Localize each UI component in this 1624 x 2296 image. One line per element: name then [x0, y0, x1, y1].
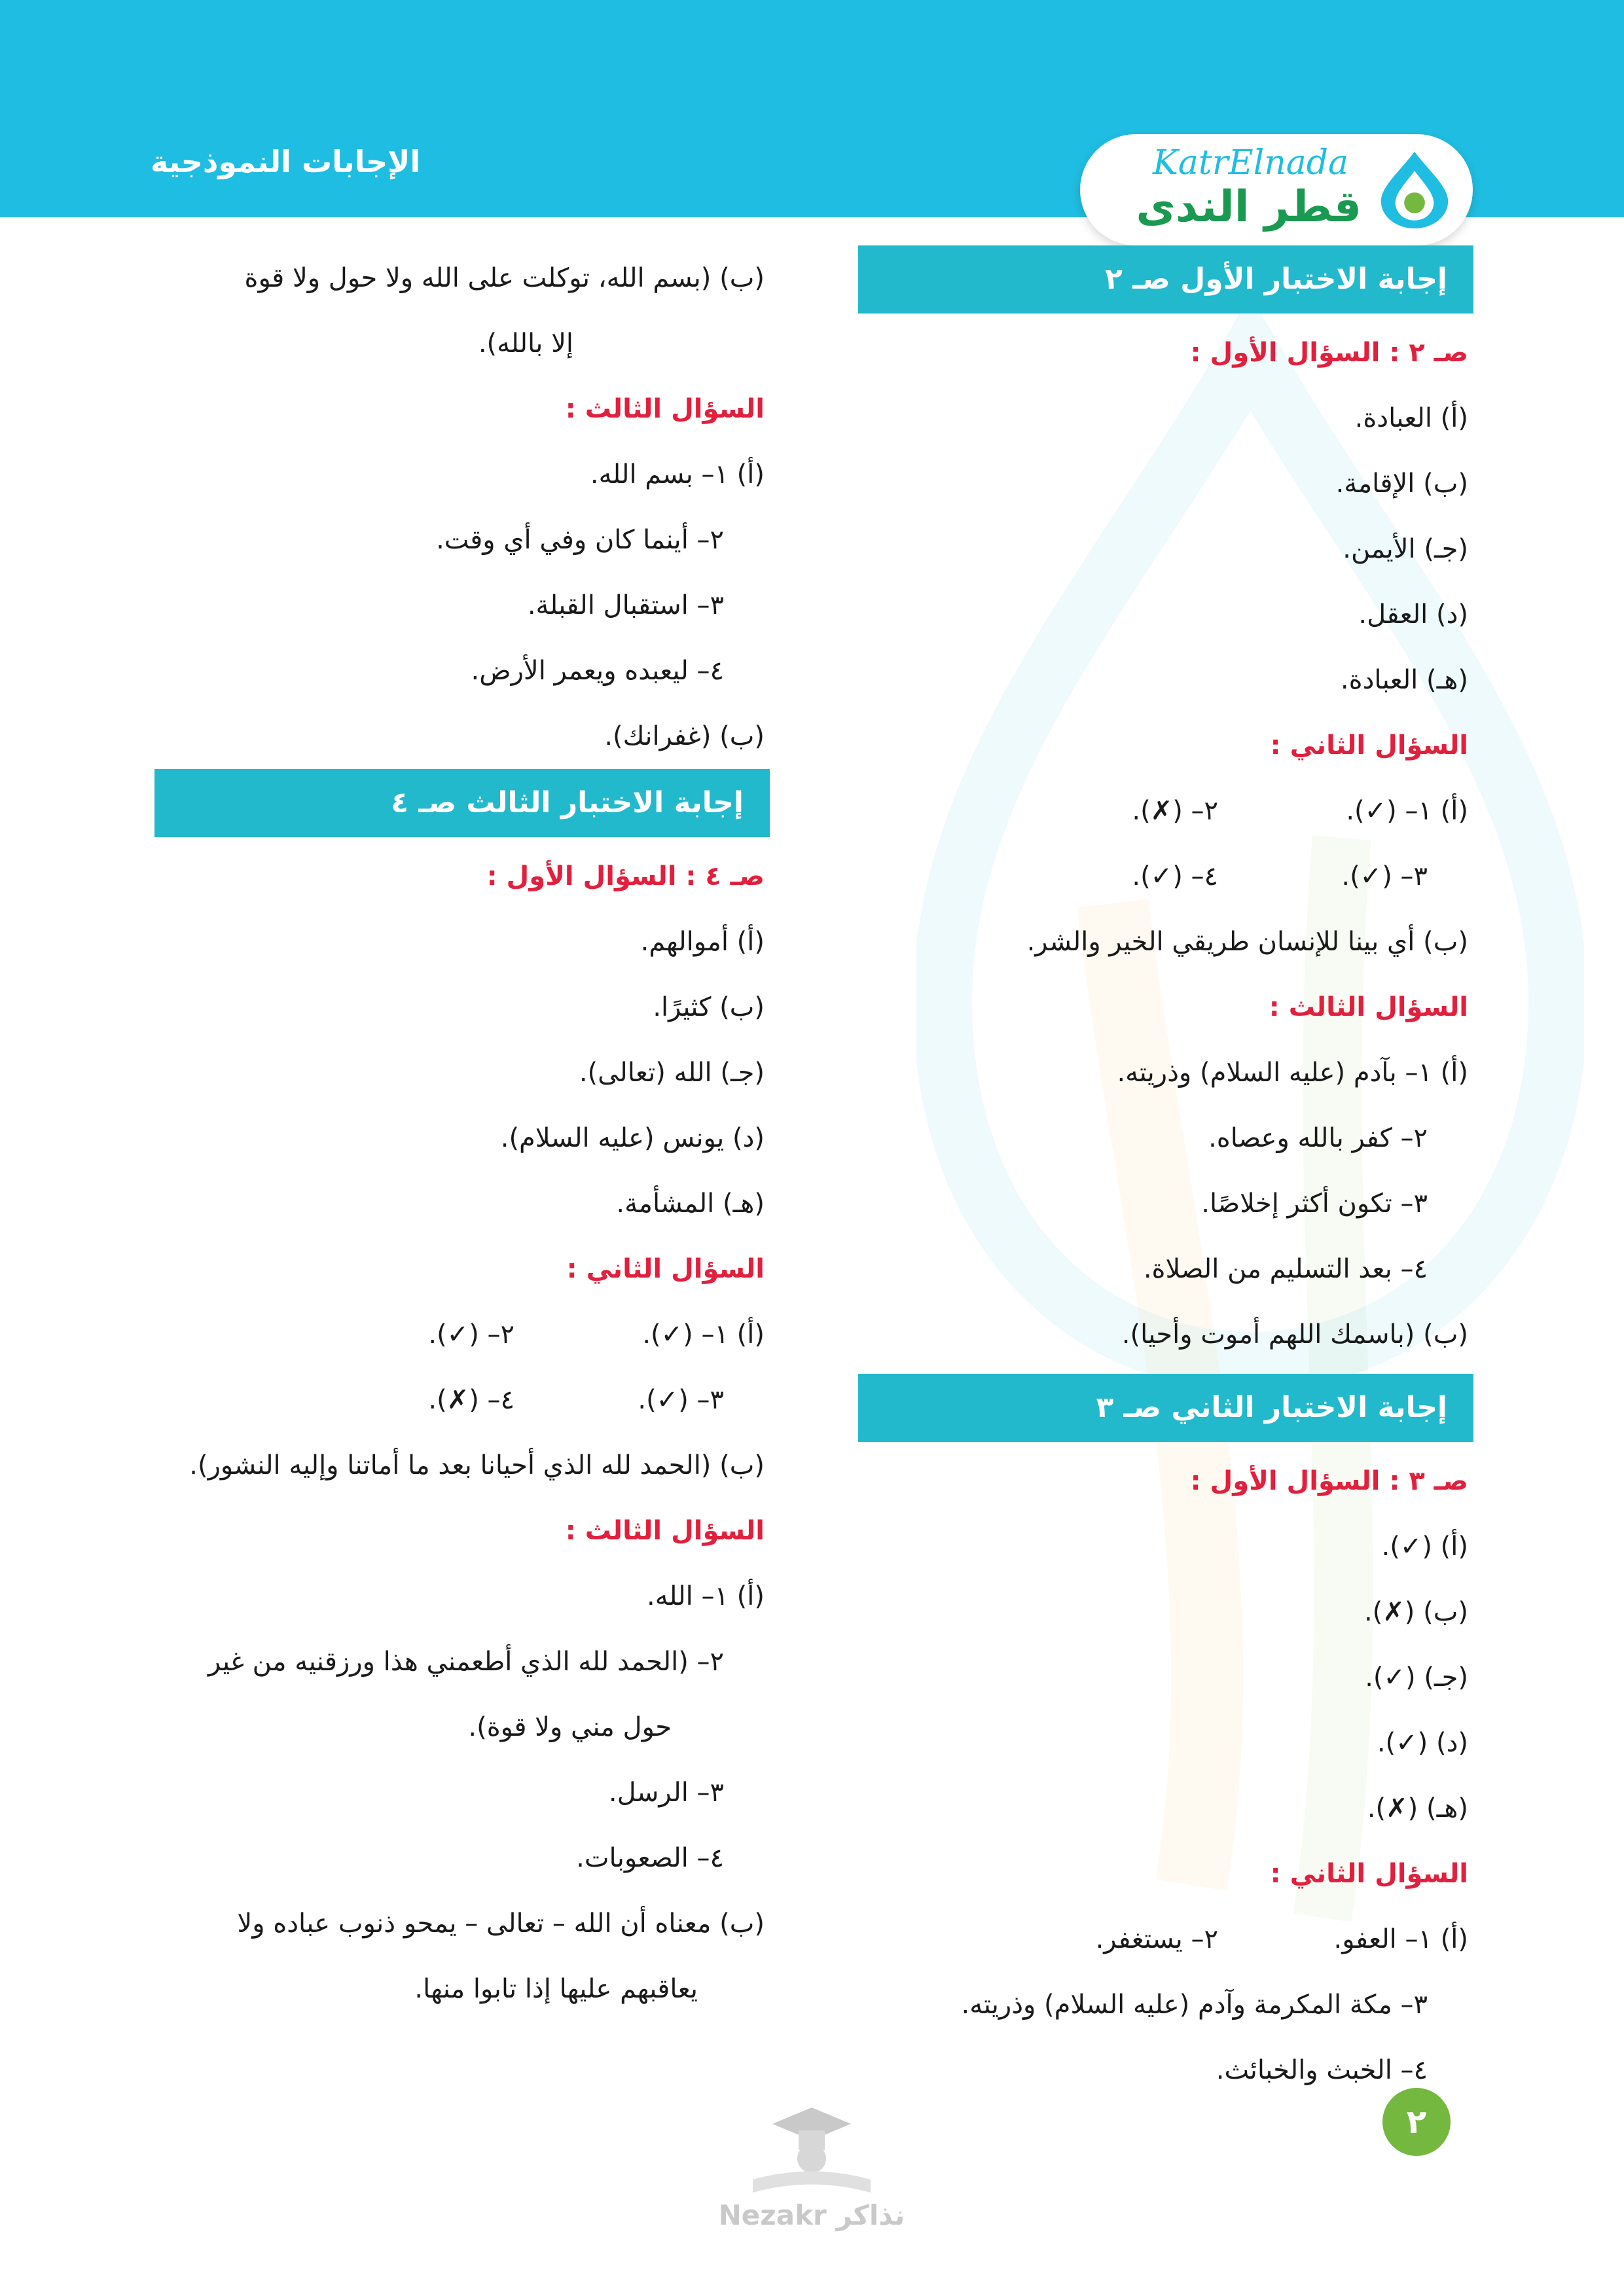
answer-row [154, 1302, 770, 1367]
answer-cell: ٢– (✓). [428, 1319, 514, 1350]
answer-line: ٢– أينما كان وفي أي وقت. [436, 525, 724, 555]
answer-line: (أ) العبادة. [1354, 403, 1468, 433]
answer-cell: (أ) ١– (✓). [642, 1319, 765, 1350]
answer-line: إلا بالله). [478, 329, 573, 359]
footer-brand-text: Nezakr نذاكر [718, 2199, 905, 2231]
question-heading: السؤال الثاني : [1270, 730, 1468, 761]
answer-line: (د) العقل. [1358, 600, 1468, 630]
answer-line: (ب) أي بينا للإنسان طريقي الخير والشر. [1026, 927, 1468, 957]
answer-cell: (أ) ١– (✓). [1346, 796, 1468, 826]
answer-line: ٤– الخبث والخبائث. [1216, 2055, 1428, 2085]
section-banner-test2: إجابة الاختبار الثاني صـ ٣ [858, 1374, 1473, 1442]
answer-line: ٣– الرسل. [608, 1778, 724, 1808]
answer-line: (ب) كثيرًا. [653, 992, 765, 1022]
answer-line: (أ) أموالهم. [640, 927, 765, 957]
answer-line: (ب) (بسم الله، توكلت على الله ولا حول ولا قوة [244, 263, 765, 293]
section-banner-test3: إجابة الاختبار الثالث صـ ٤ [154, 769, 770, 837]
question-heading: السؤال الثالث : [1269, 992, 1468, 1022]
left-column [154, 245, 770, 2022]
answer-line: ٢– (الحمد لله الذي أطعمني هذا ورزقنيه من غير [208, 1647, 724, 1677]
question-heading: صـ ٢ : السؤال الأول : [1190, 338, 1468, 368]
answer-cell: ٢– (✗). [1132, 796, 1218, 826]
answer-cell: ٤– (✗). [428, 1385, 514, 1415]
answer-line: (ب) (غفرانك). [604, 721, 765, 751]
katr-elnada-logo [1080, 134, 1473, 245]
answer-line: ٣– مكة المكرمة وآدم (عليه السلام) وذريته. [961, 1990, 1428, 2020]
question-heading: صـ ٣ : السؤال الأول : [1190, 1466, 1468, 1496]
answer-line: ٤– الصعوبات. [576, 1843, 724, 1873]
answer-line: (ب) (باسمك اللهم أموت وأحيا). [1121, 1319, 1468, 1350]
section-banner-test1: إجابة الاختبار الأول صـ ٢ [858, 245, 1473, 314]
nezakr-logo [713, 2101, 910, 2245]
answer-line: حول مني ولا قوة). [468, 1712, 672, 1742]
water-drop-icon [1375, 149, 1454, 228]
answer-row [858, 1907, 1473, 1972]
answer-line: ٢– كفر بالله وعصاه. [1208, 1123, 1428, 1153]
answer-cell: ٣– (✓). [638, 1385, 724, 1415]
page-number-badge: ٢ [1382, 2088, 1451, 2156]
logo-latin-text: KatrElnada [1153, 143, 1348, 183]
answer-cell: ٣– (✓). [1341, 861, 1428, 891]
answer-line: (جـ) (✓). [1365, 1662, 1468, 1693]
question-heading: السؤال الثاني : [566, 1254, 765, 1284]
answer-line: (د) يونس (عليه السلام). [500, 1123, 765, 1153]
answer-line: (أ) ١– الله. [647, 1581, 765, 1611]
answer-line: (هـ) العبادة. [1340, 665, 1468, 695]
graduation-book-icon [713, 2101, 910, 2199]
answer-line: (د) (✓). [1377, 1728, 1468, 1758]
answer-line: (أ) ١– بآدم (عليه السلام) وذريته. [1117, 1058, 1468, 1088]
answer-line: (ب) (✗). [1363, 1597, 1468, 1627]
question-heading: السؤال الثالث : [565, 394, 765, 424]
answer-row [858, 778, 1473, 844]
answer-line: ٣– استقبال القبلة. [527, 590, 724, 620]
answer-line: (جـ) الله (تعالى). [579, 1058, 765, 1088]
answer-line: (ب) (الحمد لله الذي أحيانا بعد ما أماتنا وإليه النشور). [189, 1450, 765, 1480]
right-column [858, 245, 1473, 2103]
page-header-title: الإجابات النموذجية [151, 144, 421, 179]
answer-line: (هـ) المشأمة. [616, 1189, 765, 1219]
question-heading: السؤال الثاني : [1270, 1859, 1468, 1889]
answer-cell: ٢– يستغفر. [1095, 1924, 1218, 1954]
answer-row [154, 1367, 770, 1433]
answer-row [858, 844, 1473, 909]
answer-line: (ب) الإقامة. [1335, 469, 1468, 499]
answer-line: يعاقبهم عليها إذا تابوا منها. [414, 1974, 698, 2004]
answer-line: (هـ) (✗). [1367, 1793, 1468, 1823]
answer-line: ٤– بعد التسليم من الصلاة. [1143, 1254, 1428, 1284]
logo-arabic-text: قطر الندى [1136, 181, 1362, 232]
answer-line: (أ) (✓). [1381, 1532, 1468, 1562]
question-heading: السؤال الثالث : [565, 1516, 765, 1546]
answer-line: (ب) معناه أن الله – تعالى – يمحو ذنوب عباده ولا [237, 1909, 765, 1939]
answer-cell: (أ) ١– العفو. [1333, 1924, 1468, 1954]
answer-line: ٣– تكون أكثر إخلاصًا. [1201, 1189, 1428, 1219]
answer-line: (أ) ١– بسم الله. [590, 459, 765, 490]
answer-cell: ٤– (✓). [1132, 861, 1218, 891]
answer-line: ٤– ليعبده ويعمر الأرض. [471, 656, 724, 686]
question-heading: صـ ٤ : السؤال الأول : [486, 861, 765, 891]
answer-line: (جـ) الأيمن. [1343, 534, 1468, 564]
